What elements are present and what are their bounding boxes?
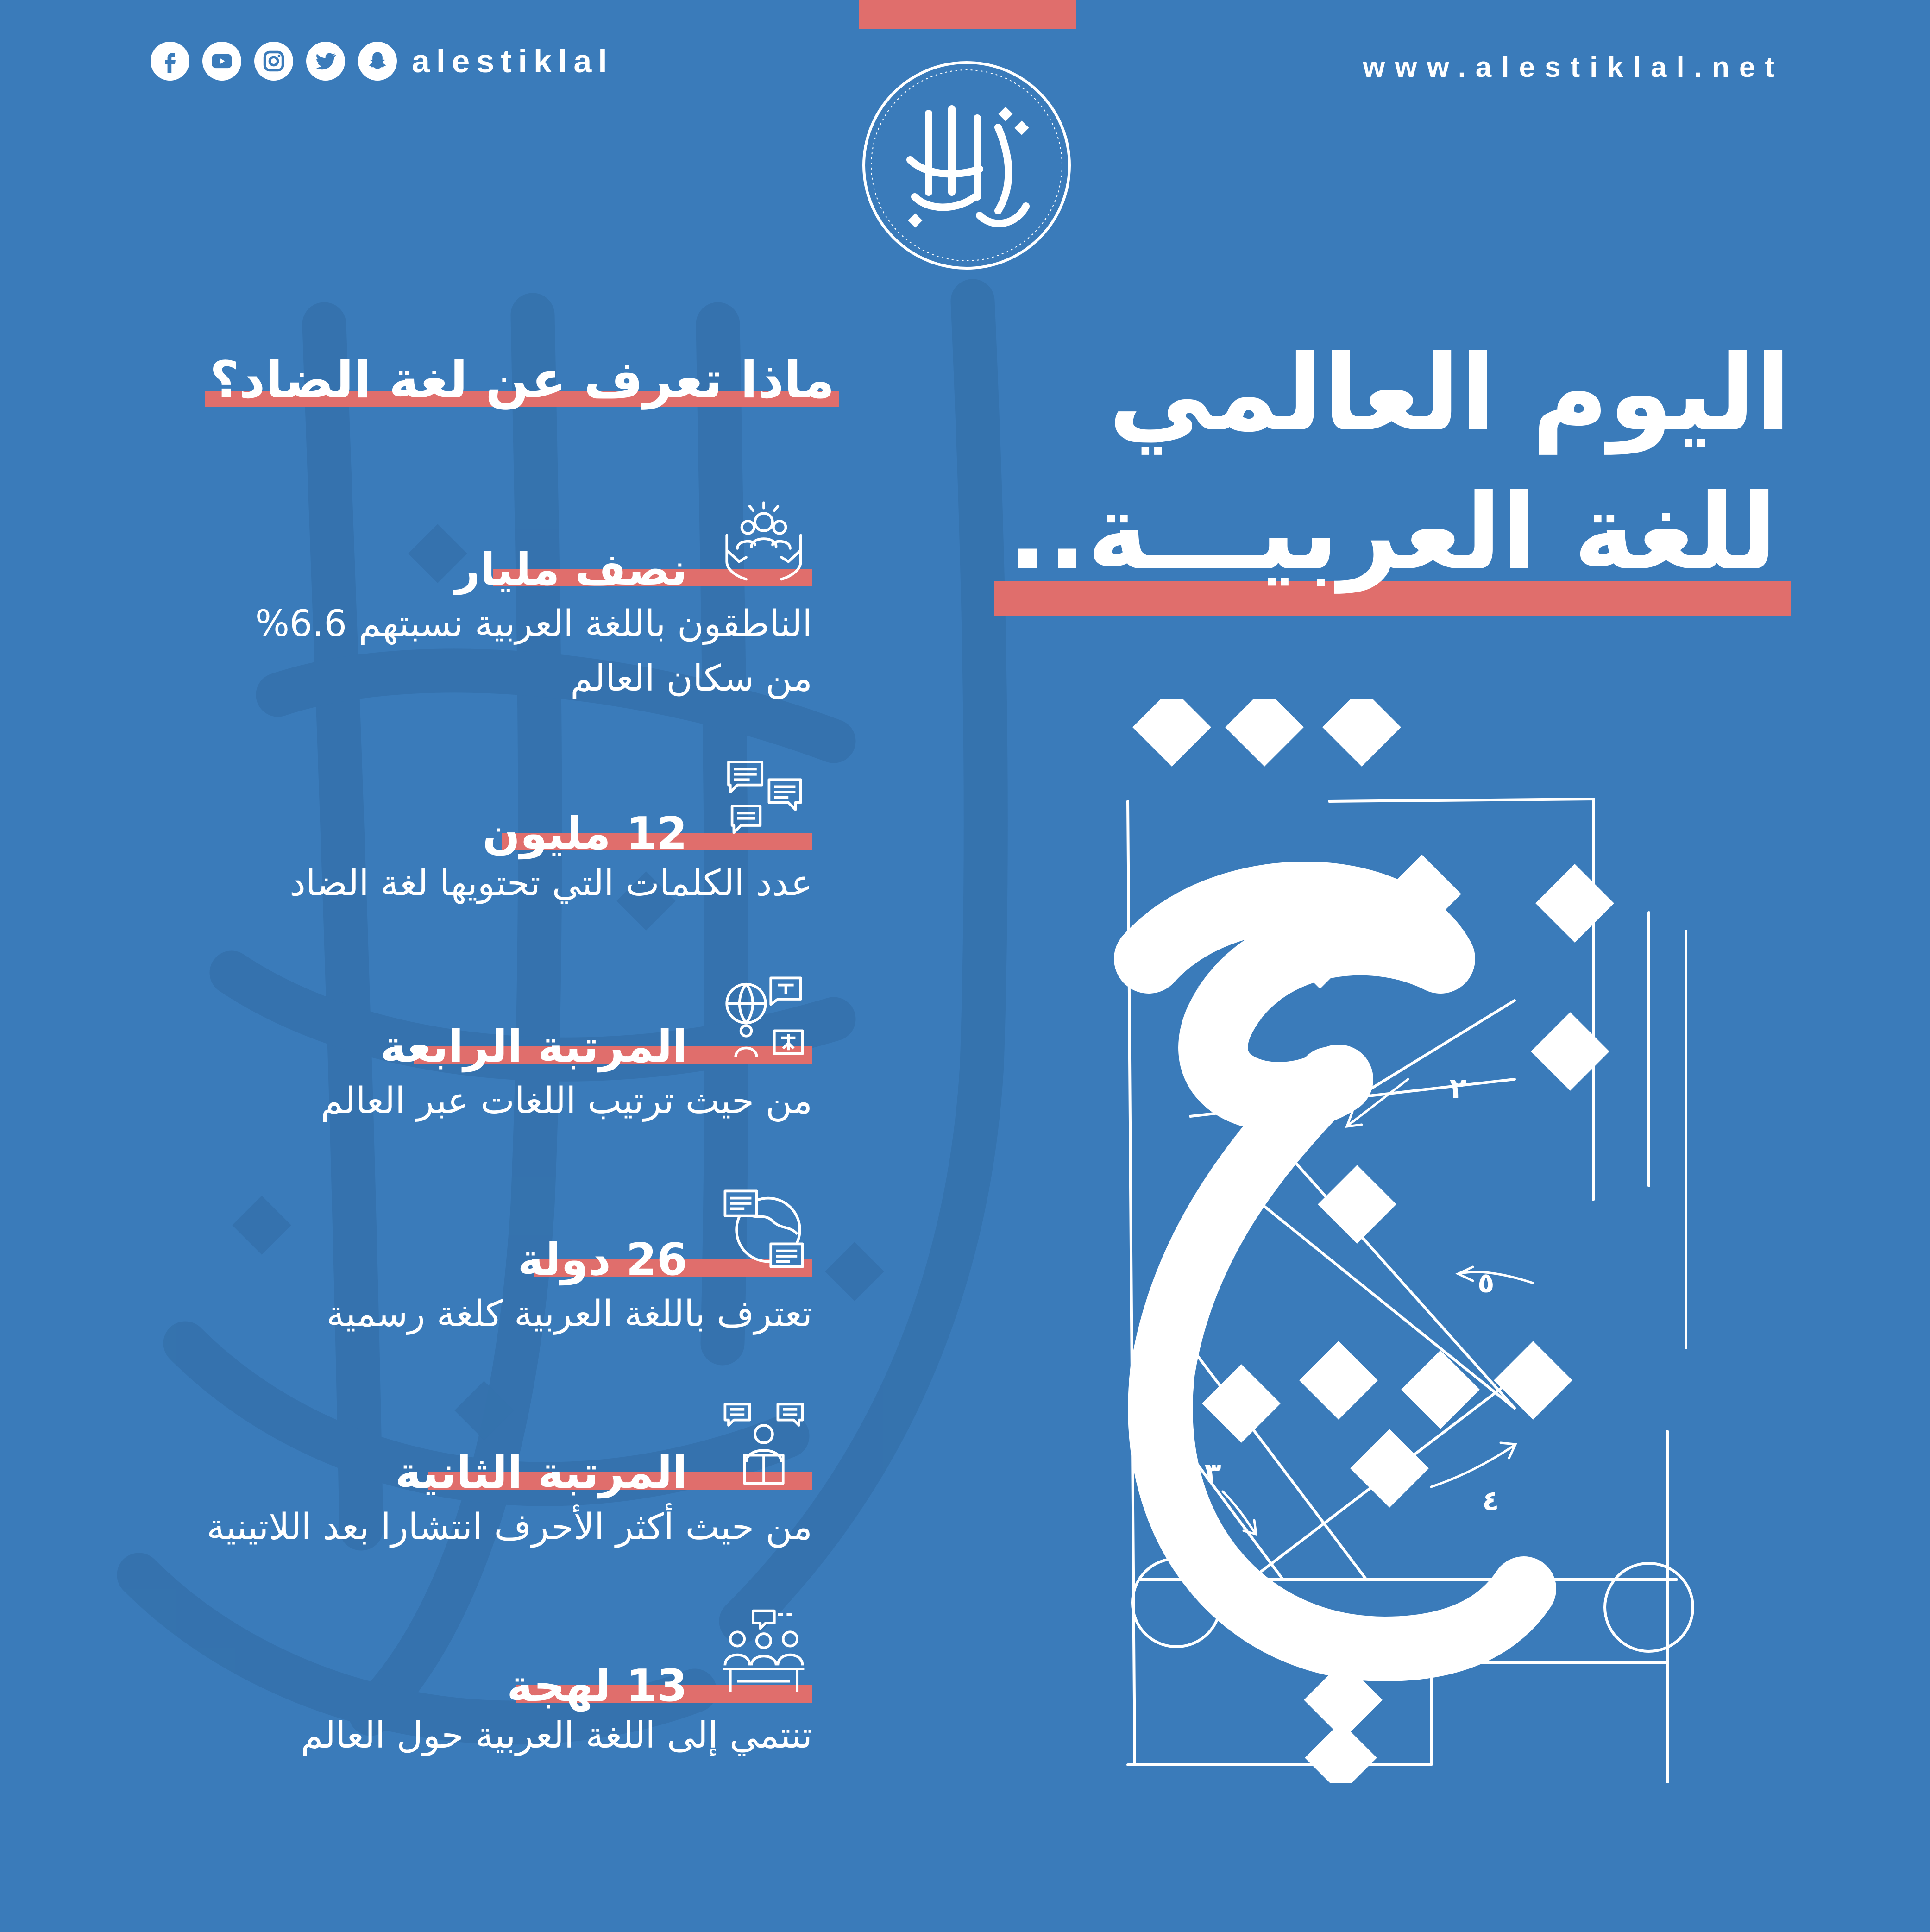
fact-item bbox=[118, 1399, 812, 1554]
facebook-icon[interactable] bbox=[151, 42, 189, 81]
fact-headline: 13 لهجة bbox=[507, 1661, 687, 1712]
brand-handle: alestiklal bbox=[412, 43, 614, 79]
fact-item bbox=[118, 496, 812, 706]
fact-description-line: من حيث ترتيب اللغات عبر العالم bbox=[321, 1080, 812, 1122]
title-line-2: للغة العربيـــة.. bbox=[1007, 472, 1777, 593]
svg-text:٢: ٢ bbox=[1450, 1072, 1467, 1105]
fact-item bbox=[118, 1186, 812, 1341]
section-question bbox=[205, 343, 839, 417]
main-title bbox=[957, 324, 1791, 602]
snapchat-icon[interactable] bbox=[358, 42, 397, 81]
title-line-1: اليوم العالمي bbox=[1108, 333, 1791, 454]
fact-item bbox=[118, 1607, 812, 1763]
fact-headline: نصف مليار bbox=[454, 544, 687, 595]
website-url[interactable]: www.alestiklal.net bbox=[1363, 51, 1784, 83]
letter-ghain-construction bbox=[1107, 699, 1709, 1783]
world-documents-icon bbox=[720, 1186, 808, 1274]
teacher-speaking-icon bbox=[720, 1399, 808, 1487]
title-line-2-wrapper bbox=[994, 463, 1791, 602]
fact-headline: 26 دولة bbox=[517, 1234, 687, 1285]
fact-description-line: من سكان العالم bbox=[570, 658, 812, 699]
fact-item bbox=[118, 973, 812, 1128]
meeting-group-icon bbox=[720, 1607, 808, 1695]
twitter-icon[interactable] bbox=[306, 42, 345, 81]
chat-bubbles-icon bbox=[720, 755, 808, 843]
fact-description-line: تعترف باللغة العربية كلغة رسمية bbox=[326, 1293, 812, 1335]
top-accent-bar bbox=[859, 0, 1076, 29]
fact-description-line: الناطقون باللغة العربية نسبتهم 6.6% bbox=[255, 603, 812, 645]
social-bar bbox=[151, 41, 614, 82]
svg-text:١: ١ bbox=[1246, 966, 1263, 998]
fact-description-line: تنتمي إلى اللغة العربية حول العالم bbox=[301, 1715, 812, 1756]
global-translator-icon bbox=[720, 973, 808, 1061]
fact-headline: المرتبة الثانية bbox=[395, 1447, 687, 1498]
svg-text:٤: ٤ bbox=[1482, 1485, 1499, 1517]
youtube-icon[interactable] bbox=[202, 42, 241, 81]
fact-description-line: عدد الكلمات التي تحتويها لغة الضاد bbox=[289, 862, 812, 904]
audience-hands-icon bbox=[720, 496, 808, 584]
fact-item bbox=[118, 755, 812, 911]
fact-description-line: من حيث أكثر الأحرف انتشارا بعد اللاتينية bbox=[207, 1506, 812, 1548]
svg-text:٥: ٥ bbox=[1477, 1267, 1495, 1299]
question-text: ماذا تعرف عن لغة الضاد؟ bbox=[209, 350, 835, 409]
fact-headline: المرتبة الرابعة bbox=[380, 1021, 687, 1072]
svg-text:٣: ٣ bbox=[1204, 1457, 1221, 1489]
instagram-icon[interactable] bbox=[254, 42, 293, 81]
alestiklal-logo bbox=[859, 58, 1075, 273]
fact-headline: 12 مليون bbox=[482, 808, 687, 859]
